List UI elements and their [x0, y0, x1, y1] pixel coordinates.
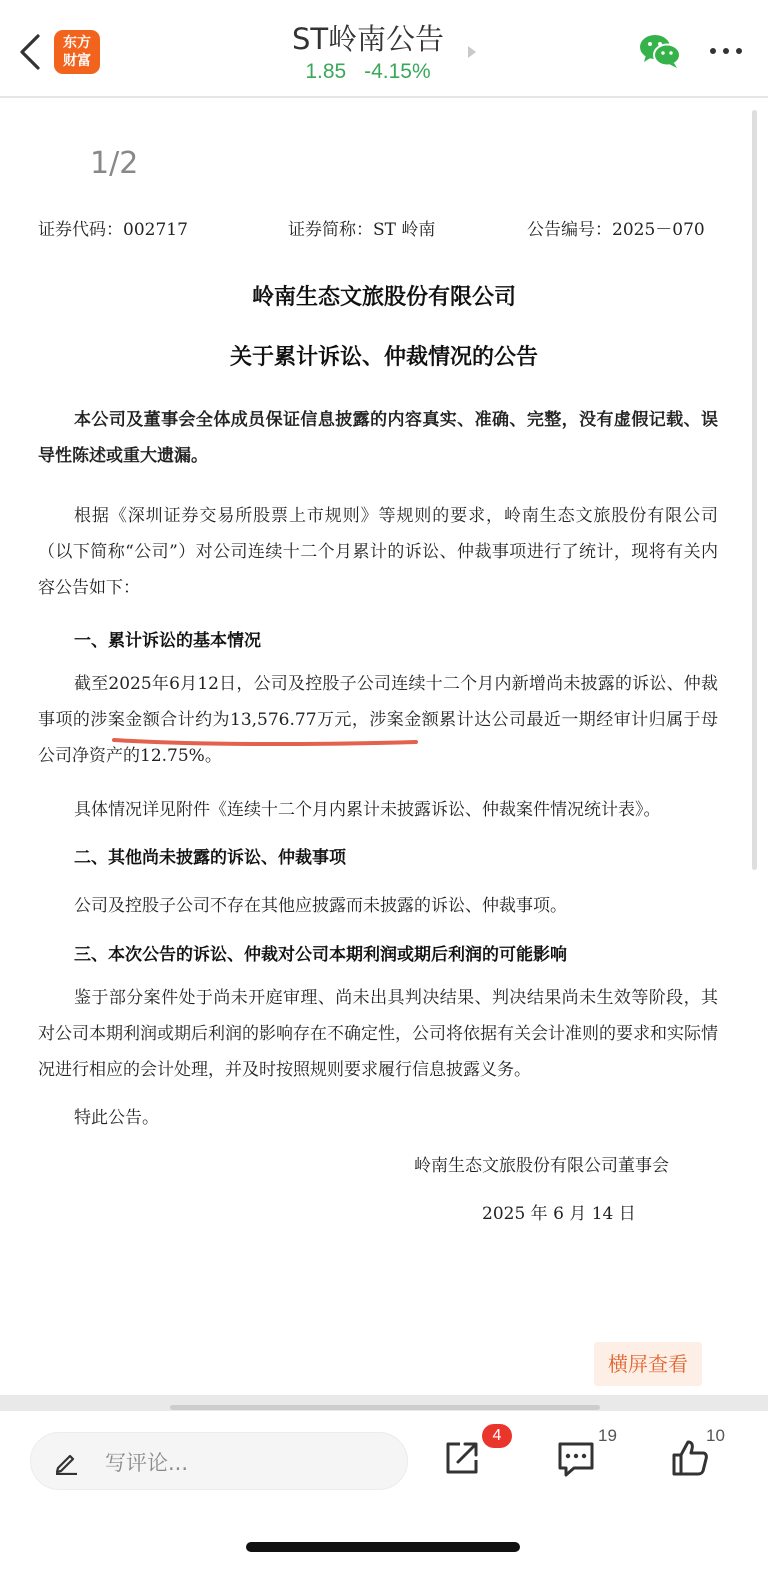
stock-price: 1.85 [305, 60, 347, 83]
section-1-title: 一、累计诉讼的基本情况 [74, 631, 261, 651]
share-badge: 4 [482, 1424, 512, 1448]
comment-count: 19 [598, 1426, 617, 1445]
stock-quote [240, 60, 496, 84]
closing-line: 特此公告。 [74, 1108, 159, 1128]
top-nav-bar [0, 0, 768, 98]
like-icon[interactable] [670, 1438, 710, 1478]
section-3-body: 鉴于部分案件处于尚未开庭审理、尚未出具判决结果、判决结果尚未生效等阶段，其对公司本期利润或期后利润的影响存在不确定性，公司将依据有关会计准则的要求和实际情况进行相应的会计处理，并及时按照规则要求履行信息披露义务。 [38, 988, 718, 1080]
section-2-title: 二、其他尚未披露的诉讼、仲裁事项 [74, 848, 346, 868]
back-icon[interactable] [16, 32, 46, 72]
document-title: 关于累计诉讼、仲裁情况的公告 [229, 345, 538, 370]
comment-placeholder: 写评论... [105, 1451, 189, 1475]
share-icon[interactable] [442, 1438, 482, 1478]
security-short-name: 证券简称：ST 岭南 [288, 220, 436, 240]
section-2-body: 公司及控股子公司不存在其他应披露而未披露的诉讼、仲裁事项。 [74, 896, 567, 916]
logo-line2: 财富 [63, 53, 91, 69]
comment-icon[interactable] [556, 1438, 596, 1478]
red-pen-underline [112, 736, 418, 746]
page-indicator: 1/2 [90, 146, 139, 181]
section-1-body: 截至2025年6月12日，公司及控股子公司连续十二个月内新增尚未披露的诉讼、仲裁事项的涉案金额合计约为13,576.77万元，涉案金额累计达公司最近一期经审计归属于母公司净资产的12.75%。 [38, 674, 718, 766]
board-signature: 岭南生态文旅股份有限公司董事会 [414, 1156, 669, 1176]
intro-paragraph: 根据《深圳证券交易所股票上市规则》等规则的要求，岭南生态文旅股份有限公司（以下简称“公司”）对公司连续十二个月累计的诉讼、仲裁事项进行了统计，现将有关内容公告如下： [38, 506, 718, 598]
like-count: 10 [706, 1426, 725, 1445]
comment-input[interactable] [30, 1432, 408, 1490]
board-statement: 本公司及董事会全体成员保证信息披露的内容真实、准确、完整，没有虚假记载、误导性陈述或重大遗漏。 [38, 410, 718, 466]
notice-number: 公告编号：2025－070 [527, 220, 705, 240]
section-3-title: 三、本次公告的诉讼、仲裁对公司本期利润或期后利润的可能影响 [74, 945, 567, 965]
more-options-icon[interactable] [708, 44, 744, 58]
home-indicator[interactable] [246, 1542, 520, 1552]
stock-title[interactable]: ST岭南公告 [291, 22, 445, 56]
section-1-detail: 具体情况详见附件《连续十二个月内累计未披露诉讼、仲裁案件情况统计表》。 [74, 800, 661, 820]
wechat-share-icon[interactable] [638, 32, 682, 70]
logo-line1: 东方 [63, 35, 91, 51]
caret-right-icon [468, 46, 476, 58]
horizontal-scrollbar[interactable] [170, 1405, 600, 1410]
pencil-icon [53, 1449, 79, 1475]
app-logo [54, 30, 100, 74]
landscape-view-button[interactable]: 横屏查看 [594, 1342, 702, 1386]
stock-change: -4.15% [364, 60, 431, 83]
announcement-date: 2025 年 6 月 14 日 [482, 1204, 636, 1224]
security-code: 证券代码：002717 [38, 220, 188, 240]
company-heading: 岭南生态文旅股份有限公司 [251, 285, 516, 310]
vertical-scrollbar[interactable] [752, 110, 757, 870]
